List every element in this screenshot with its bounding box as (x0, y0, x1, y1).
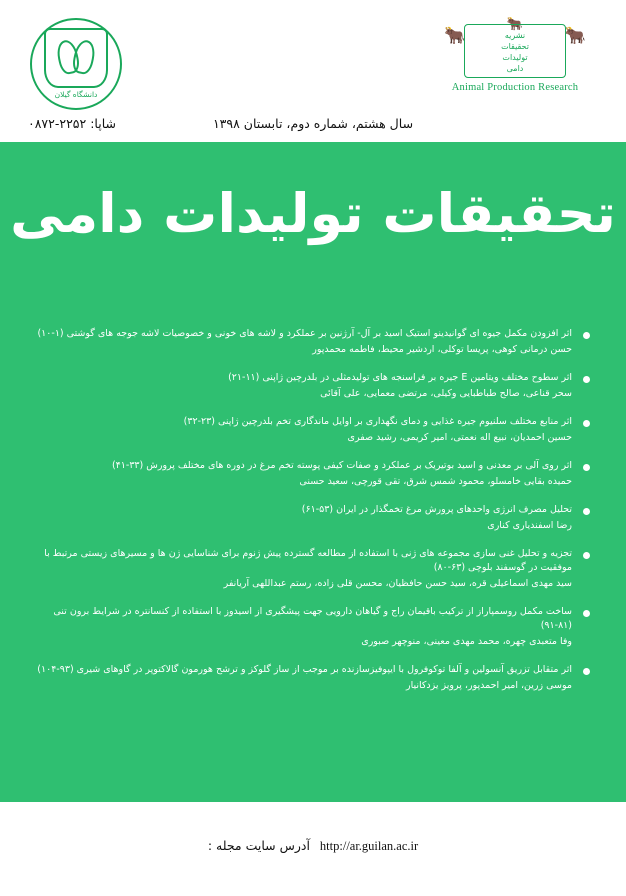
bullet-icon (583, 610, 590, 617)
article-authors: حمیده بقایی خامسلو، محمود شمس شرق، تقی قورچی، سعید حسنی (299, 476, 572, 487)
article-title: تجزیه و تحلیل غنی سازی مجموعه های ژنی با استفاده از مطالعه گسترده پیش ژنوم برای شناسایی ژن ها و مسیرهای زیستی مرتبط با موفقیت در گوسفند بلوچی (۶۳-۸۰) (44, 548, 572, 573)
journal-logo-line-1: نشریه (504, 31, 526, 40)
cow-icon-center: 🐂 (506, 17, 524, 32)
journal-logo-text (430, 26, 600, 74)
cow-icon-left: 🐂 (444, 26, 466, 46)
article-title: اثر افزودن مکمل جیوه ای گوانیدینو استیک اسید بر آل- آرژنین بر عملکرد و لاشه های خونی و خصوصیات لاشه جوجه های گوشتی (۱-۱۰) (37, 328, 572, 339)
bullet-icon (583, 668, 590, 675)
issue-line: سال هشتم، شماره دوم، تابستان ۱۳۹۸ (212, 116, 414, 131)
article-authors: رضا اسفندیاری کناری (487, 520, 572, 531)
article-title: اثر روی آلی بر معدنی و اسید بوتیریک بر عملکرد و صفات کیفی پوسته تخم مرغ در دوره های مختلف پرورش (۳۳-۴۱) (111, 460, 572, 471)
journal-logo-line-3: تولیدات (502, 53, 528, 62)
article-title: تحلیل مصرف انرژی واحدهای پرورش مرغ تخمگذار در ایران (۵۳-۶۱) (301, 504, 572, 515)
article-authors: سید مهدی اسماعیلی قره، سید حسن حافظیان، محسن قلی زاده، رستم عبداللهی آریانفر (223, 578, 572, 589)
website-label: آدرس سایت مجله : (207, 838, 310, 853)
cover-green-panel (0, 142, 626, 802)
article-authors: موسی زرین، امیر احمدپور، پرویز یزدکانیار (405, 680, 572, 691)
journal-logo-line-2: تحقیقات (501, 42, 529, 51)
page-title: تحقیقات تولیدات دامی (10, 182, 616, 245)
journal-logo (430, 17, 600, 112)
list-item[interactable] (36, 415, 590, 445)
bullet-icon (583, 552, 590, 559)
university-logo-caption: دانشگاه گیلان (54, 90, 98, 99)
cover-header (0, 0, 626, 142)
website-url[interactable]: http://ar.guilan.ac.ir (319, 839, 419, 853)
cover-footer (0, 802, 626, 896)
website-line (0, 838, 626, 854)
article-title: اثر منابع مختلف سلنیوم جیره غذایی و دمای نگهداری بر اوایل ماندگاری تخم بلدرچین ژاپنی (۲۳-۳۲) (183, 416, 572, 427)
table-of-contents (36, 327, 590, 707)
bullet-icon (583, 420, 590, 427)
journal-logo-line-4: دامی (506, 64, 524, 73)
article-authors: حسین احمدیان، نبیع اله نعمتی، امیر کریمی، رشید صفری (347, 432, 572, 443)
issn-label: شاپا: ۲۲۵۲-۰۸۷۲ (28, 116, 116, 131)
article-title: ساخت مکمل روسمپاراز از ترکیب باقیمان راج و گیاهان دارویی جهت پیشگیری از اسیدوز با استفاده از کنسانتره در شرایط برون تنی (۸۱-۹۱) (53, 606, 572, 631)
bullet-icon (583, 332, 590, 339)
bullet-icon (583, 508, 590, 515)
list-item[interactable] (36, 503, 590, 533)
bullet-icon (583, 464, 590, 471)
list-item[interactable] (36, 371, 590, 401)
article-title: اثر سطوح مختلف ویتامین E جیره بر فراسنجه های تولیدمثلی در بلدرچین ژاپنی (۱۱-۲۱) (228, 372, 572, 383)
article-authors: وفا متعبدی چهره، محمد مهدی معینی، منوچهر صبوری (361, 636, 572, 647)
journal-logo-english-title: Animal Production Research (451, 82, 579, 93)
article-authors: سحر قناعی، صالح طباطبایی وکیلی، مرتضی معمایی، علی آقائی (320, 388, 572, 399)
cow-icon-right: 🐂 (564, 26, 586, 46)
list-item[interactable] (36, 605, 590, 649)
article-authors: حسن درمانی کوهی، پریسا توکلی، اردشیر محیط، فاطمه محمدپور (312, 344, 572, 355)
list-item[interactable] (36, 547, 590, 591)
university-logo-emblem (44, 28, 108, 88)
list-item[interactable] (36, 663, 590, 693)
list-item[interactable] (36, 459, 590, 489)
university-logo (30, 18, 126, 114)
article-title: اثر متقابل تزریق آنسولین و آلفا توکوفرول با ایپوفیزسازنده بر موجب از ساز گلوکز و ترشح هورمون گالاکتوپر در گاوهای شیری (۹۳-۱۰۴) (37, 664, 572, 675)
list-item[interactable] (36, 327, 590, 357)
bullet-icon (583, 376, 590, 383)
